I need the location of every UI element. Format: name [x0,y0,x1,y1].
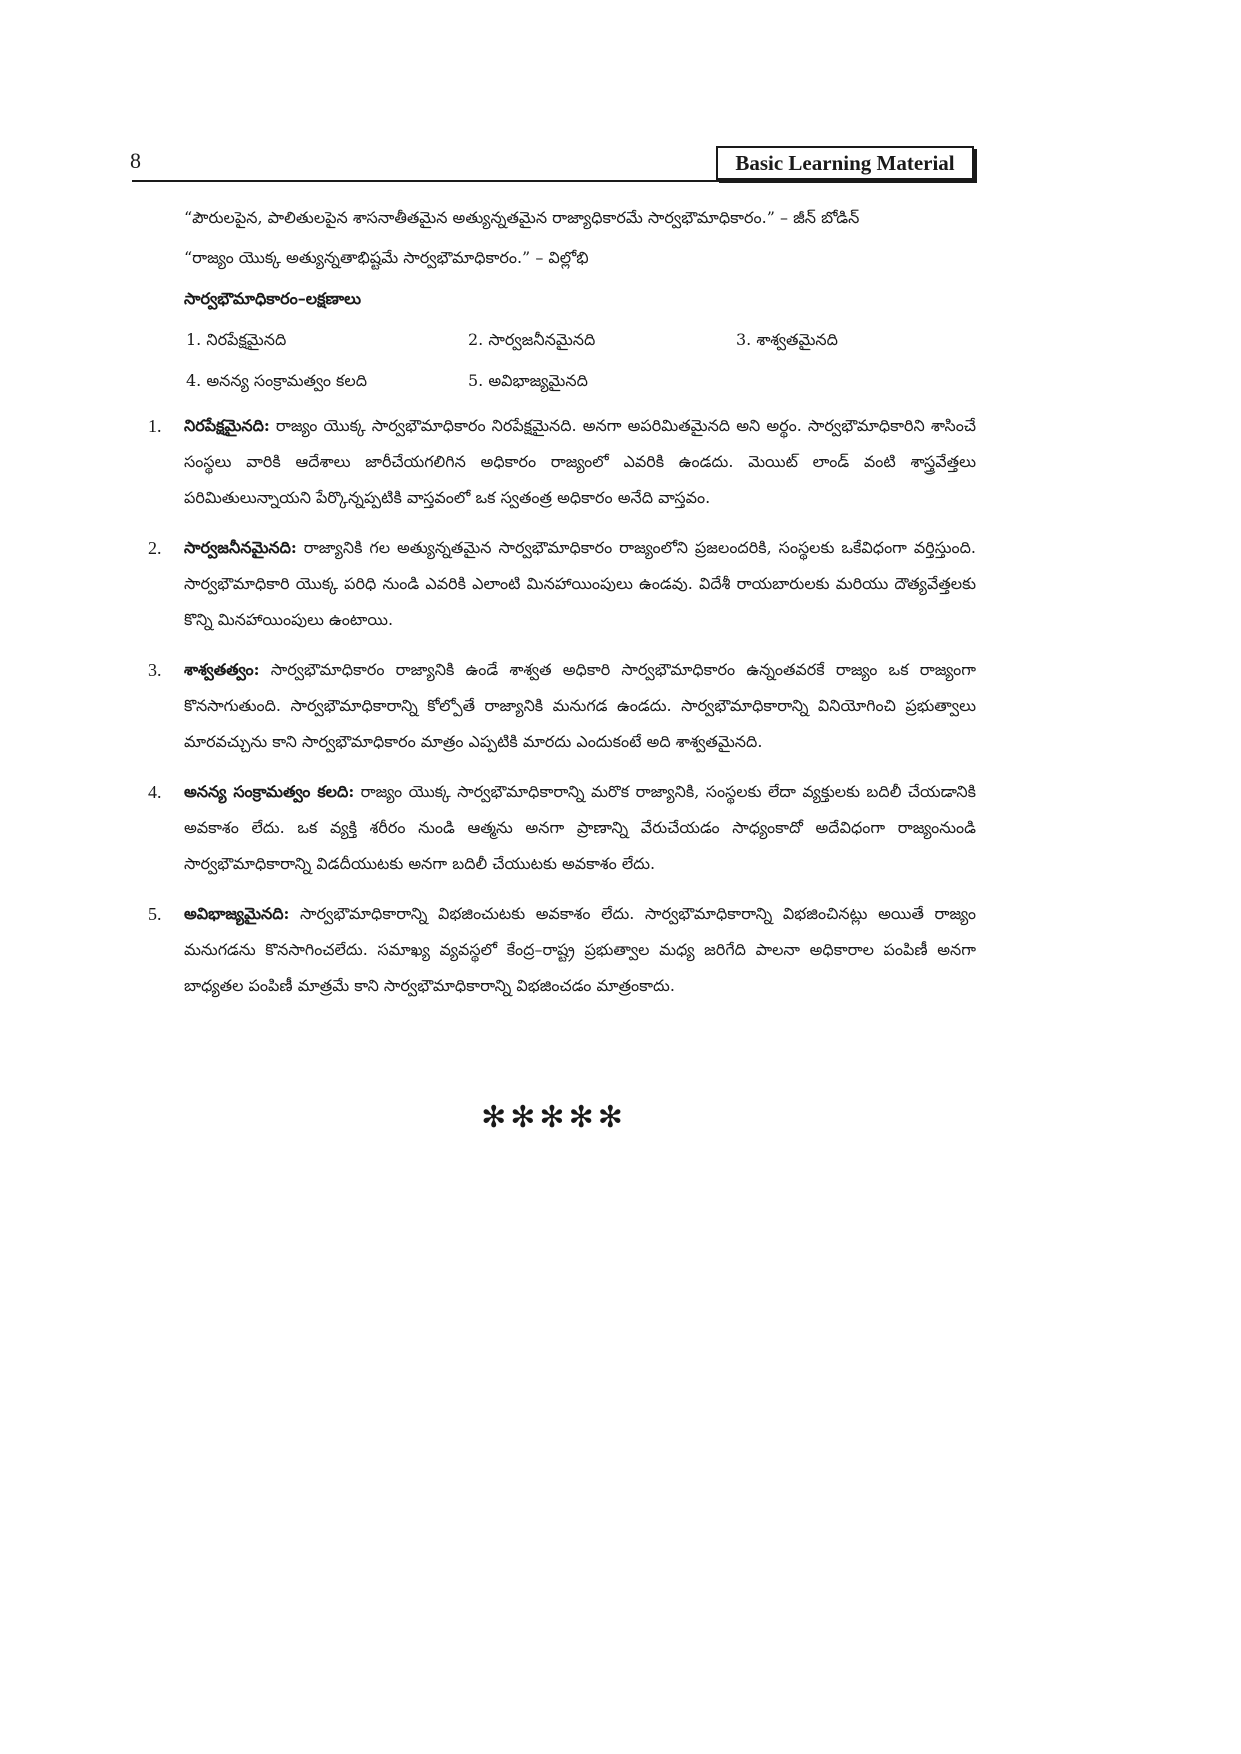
point-title: అవిభాజ్యమైనది: [184,904,290,923]
section-end-ornament: ✻✻✻✻✻ [481,1100,627,1135]
point-text: రాజ్యం యొక్క సార్వభౌమాధికారం నిరపేక్షమైనది. అనగా అపరిమితమైనది అని అర్థం. సార్వభౌమాధికారిని శాసించే సంస్థలు వారికి ఆదేశాలు జారీచేయగలిగిన అధికారం రాజ్యంలో ఎవరికి ఉండదు. మెయిట్ లాండ్ వంటి శాస్త్రవేత్తలు పరిమితులున్నాయని పేర్కొన్నప్పటికి వాస్తవంలో ఒక స్వతంత్ర అధికారం అనేది వాస్తవం. [184,416,976,507]
page-number: 8 [130,148,141,173]
point-text: సార్వభౌమాధికారాన్ని విభజించుటకు అవకాశం లేదు. సార్వభౌమాధికారాన్ని విభజించినట్లు అయితే రాజ్యం మనుగడను కొనసాగించలేదు. సమాఖ్య వ్యవస్థలో కేంద్ర–రాష్ట్ర ప్రభుత్వాల మధ్య జరిగేది పాలనా అధికారాల పంపిణీ అనగా బాధ్యతల పంపిణీ మాత్రమే కాని సార్వభౌమాధికారాన్ని విభజించడం మాత్రంకాదు. [184,904,976,995]
list-item [140,652,976,760]
feature-item: 1. నిరపేక్షమైనది [186,330,287,349]
point-title: శాశ్వతత్వం: [184,660,260,679]
point-title: నిరపేక్షమైనది: [184,416,270,435]
feature-item: 3. శాశ్వతమైనది [736,330,838,349]
quote-willoughby: “రాజ్యం యొక్క అత్యున్నతాభిష్టమే సార్వభౌమాధికారం.” – విల్లోభి [184,248,589,267]
point-title: అనన్య సంక్రామత్వం కలది: [184,782,355,801]
feature-item: 2. సార్వజనీనమైనది [468,330,596,349]
point-title: సార్వజనీనమైనది: [184,538,297,557]
header-rule [132,180,976,182]
point-number: 4. [148,782,162,802]
list-item [140,408,976,516]
point-number: 1. [148,416,162,436]
list-item [140,530,976,638]
point-text: రాజ్యం యొక్క సార్వభౌమాధికారాన్ని మరొక రాజ్యానికి, సంస్థలకు లేదా వ్యక్తులకు బదిలీ చేయడానికి అవకాశం లేదు. ఒక వ్యక్తి శరీరం నుండి ఆత్మను అనగా ప్రాణాన్ని వేరుచేయడం సాధ్యంకాదో అదేవిధంగా రాజ్యంనుండి సార్వభౌమాధికారాన్ని విడదీయుటకు అనగా బదిలీ చేయుటకు అవకాశం లేదు. [184,782,976,873]
running-header-title: Basic Learning Material [716,146,974,180]
point-number: 3. [148,660,162,680]
point-text: రాజ్యానికి గల అత్యున్నతమైన సార్వభౌమాధికారం రాజ్యంలోని ప్రజలందరికి, సంస్థలకు ఒకేవిధంగా వర్తిస్తుంది. సార్వభౌమాధికారి యొక్క పరిధి నుండి ఎవరికి ఎలాంటి మినహాయింపులు ఉండవు. విదేశీ రాయబారులకు మరియు దౌత్యవేత్తలకు కొన్ని మినహాయింపులు ఉంటాయి. [184,538,976,629]
list-item [140,896,976,1004]
point-number: 5. [148,904,162,924]
feature-item: 5. అవిభాజ్యమైనది [468,371,588,390]
point-text: సార్వభౌమాధికారం రాజ్యానికి ఉండే శాశ్వత అధికారి సార్వభౌమాధికారం ఉన్నంతవరకే రాజ్యం ఒక రాజ్యంగా కొనసాగుతుంది. సార్వభౌమాధికారాన్ని కోల్పోతే రాజ్యానికి మనుగడ ఉండదు. సార్వభౌమాధికారాన్ని వినియోగించి ప్రభుత్వాలు మారవచ్చును కాని సార్వభౌమాధికారం మాత్రం ఎప్పటికి మారదు ఎందుకంటే అది శాశ్వతమైనది. [184,660,976,751]
feature-item: 4. అనన్య సంక్రామత్వం కలది [186,371,368,390]
features-heading: సార్వభౌమాధికారం–లక్షణాలు [184,289,361,308]
list-item [140,774,976,882]
feature-explanations-list [140,408,976,1018]
quote-bodin: “పౌరులపైన, పాలితులపైన శాసనాతీతమైన అత్యున్నతమైన రాజ్యాధికారమే సార్వభౌమాధికారం.” – జీన్ బోడిన్ [184,208,860,227]
point-number: 2. [148,538,162,558]
